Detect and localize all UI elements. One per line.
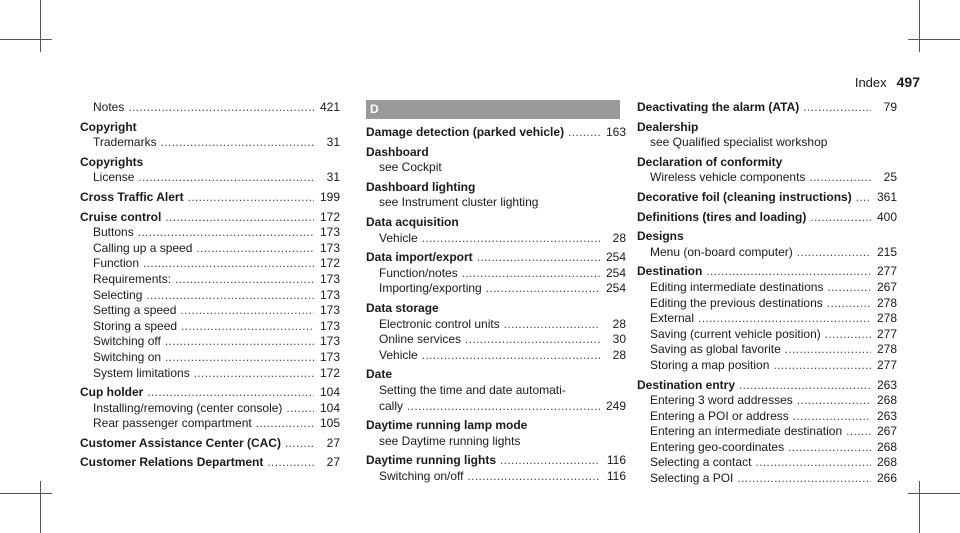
entry-text: Damage detection (parked vehicle): [366, 125, 565, 139]
entry-text: Vehicle: [379, 347, 418, 362]
dot-leader: [143, 256, 314, 272]
page-reference: 173: [319, 334, 340, 349]
index-entry: [80, 455, 340, 471]
index-term: [366, 301, 626, 317]
index-subterm: [80, 319, 340, 335]
page-reference: 116: [606, 468, 626, 483]
index-column-1: [80, 100, 340, 475]
index-entry: [637, 378, 897, 487]
page-reference: 267: [876, 424, 897, 439]
index-entry: [80, 210, 340, 382]
entry-text: Importing/exporting: [379, 281, 482, 296]
index-term: [366, 145, 626, 161]
entry-text: Destination entry: [637, 377, 736, 392]
entry-text: Daytime running lamp mode: [366, 418, 528, 433]
dot-leader: [803, 100, 871, 116]
index-term: [80, 455, 340, 471]
index-entry: [80, 190, 340, 206]
entry-text: see Cockpit: [379, 160, 442, 175]
entry-text: System limitations: [93, 365, 190, 380]
entry-text: Wireless vehicle components: [650, 170, 806, 185]
entry-text: Entering geo-coordinates: [650, 439, 785, 454]
dot-leader: [797, 393, 871, 409]
dot-leader: [788, 440, 871, 456]
entry-text: Dashboard lighting: [366, 179, 476, 194]
index-entry: [366, 180, 626, 211]
index-subterm: [366, 317, 626, 333]
entry-text: Designs: [637, 229, 684, 244]
page-reference: 277: [876, 326, 897, 341]
index-term: [366, 215, 626, 231]
entry-text: Saving as global favorite: [650, 342, 781, 357]
entry-text: Customer Assistance Center (CAC): [80, 435, 281, 450]
crop-mark: [908, 493, 960, 494]
index-subterm: [637, 393, 897, 409]
index-entry: [366, 125, 626, 141]
dot-leader: [286, 401, 314, 417]
dot-leader: [196, 241, 314, 257]
entry-text: Selecting: [93, 287, 143, 302]
page-reference: 104: [319, 385, 340, 400]
entry-text: Storing a speed: [93, 318, 178, 333]
dot-leader: [462, 266, 600, 282]
page-reference: 249: [605, 398, 626, 413]
dot-leader: [147, 385, 314, 401]
page-reference: 25: [883, 170, 897, 185]
index-subterm: [637, 135, 897, 151]
page-reference: 30: [612, 332, 626, 347]
dot-leader: [468, 469, 601, 485]
page-reference: 361: [876, 189, 897, 204]
entry-text: Definitions (tires and loading): [637, 209, 807, 224]
entry-text: Entering a POI or address: [650, 408, 789, 423]
index-subterm: [637, 409, 897, 425]
entry-text: Switching off: [93, 334, 161, 349]
index-subterm: [80, 416, 340, 432]
dot-leader: [706, 264, 871, 280]
index-subterm: [80, 135, 340, 151]
page-number: 497: [896, 74, 920, 90]
entry-text: Entering 3 word addresses: [650, 393, 793, 408]
index-entry: [366, 145, 626, 176]
index-subterm: [80, 225, 340, 241]
entry-text: Copyrights: [80, 154, 144, 169]
index-subterm: [637, 296, 897, 312]
entry-text: Setting the time and date automati-: [379, 382, 566, 397]
index-subterm: [637, 280, 897, 296]
page-reference: 163: [605, 125, 626, 139]
entry-text: Calling up a speed: [93, 240, 193, 255]
index-term: [637, 378, 897, 394]
dot-leader: [797, 245, 871, 261]
index-entry: [637, 120, 897, 151]
page-reference: 173: [319, 225, 340, 240]
page-reference: 421: [319, 100, 340, 114]
dot-leader: [165, 350, 314, 366]
dot-leader: [500, 453, 600, 469]
dot-leader: [180, 303, 314, 319]
index-entry: [80, 120, 340, 151]
index-entry: [80, 436, 340, 452]
dot-leader: [188, 190, 314, 206]
page-reference: 268: [876, 455, 897, 470]
crop-mark: [919, 0, 920, 52]
dot-leader: [856, 190, 871, 206]
entry-text: Trademarks: [93, 135, 157, 150]
dot-leader: [165, 210, 314, 226]
dot-leader: [486, 281, 600, 297]
index-entry: [366, 301, 626, 363]
index-entry: [80, 155, 340, 186]
page-reference: 104: [319, 400, 340, 415]
page-reference: 173: [319, 271, 340, 286]
index-subterm: [637, 170, 897, 186]
index-term: [80, 436, 340, 452]
entry-text: Function: [93, 256, 140, 271]
page-reference: 116: [606, 453, 626, 468]
index-term: [366, 125, 626, 141]
dot-leader: [146, 288, 314, 304]
index-entry: [366, 367, 626, 414]
index-subterm: [80, 366, 340, 382]
index-subterm: [80, 100, 340, 116]
dot-leader: [181, 319, 314, 335]
entry-text: Setting a speed: [93, 303, 177, 318]
dot-leader: [568, 125, 600, 141]
index-term: [366, 453, 626, 469]
dot-leader: [407, 399, 600, 415]
dot-leader: [161, 135, 314, 151]
page-reference: 172: [319, 209, 340, 224]
page-reference: 27: [326, 435, 340, 450]
entry-text: Switching on: [93, 349, 162, 364]
index-term: [366, 418, 626, 434]
entry-text: License: [93, 170, 135, 185]
entry-text: Entering an intermediate destination: [650, 424, 843, 439]
page-reference: 215: [876, 244, 897, 259]
index-term: [80, 120, 340, 136]
entry-text: Copyright: [80, 119, 137, 134]
dot-leader: [256, 416, 314, 432]
dot-leader: [755, 455, 871, 471]
index-subterm: [637, 311, 897, 327]
entry-text: Saving (current vehicle position): [650, 326, 821, 341]
index-term: [637, 264, 897, 280]
entry-text: Menu (on-board computer): [650, 244, 793, 259]
index-subterm: [80, 170, 340, 186]
page-reference: 173: [319, 240, 340, 255]
page-reference: 28: [612, 347, 626, 362]
dot-leader: [773, 358, 871, 374]
dot-leader: [128, 100, 314, 116]
page-reference: 278: [876, 311, 897, 326]
index-subterm: [366, 266, 626, 282]
index-entry: [637, 210, 897, 226]
entry-text: Dashboard: [366, 144, 429, 159]
page-reference: 277: [876, 357, 897, 372]
index-entry: [366, 215, 626, 246]
index-term: [80, 190, 340, 206]
index-term: [80, 155, 340, 171]
index-subterm: [637, 424, 897, 440]
dot-leader: [698, 311, 871, 327]
dot-leader: [477, 250, 600, 266]
entry-text: Rear passenger compartment: [93, 416, 252, 431]
index-term: [366, 250, 626, 266]
entry-text: Destination: [637, 264, 703, 279]
index-subterm: [637, 358, 897, 374]
entry-text: Daytime running lights: [366, 453, 497, 468]
page-reference: 267: [876, 279, 897, 294]
entry-text: Cup holder: [80, 385, 144, 400]
dot-leader: [267, 455, 314, 471]
index-term: [366, 180, 626, 196]
index-subterm: [366, 231, 626, 247]
entry-text: Data acquisition: [366, 214, 459, 229]
entry-text: Storing a map position: [650, 357, 770, 372]
page-reference: 172: [319, 365, 340, 380]
entry-text: Vehicle: [379, 230, 418, 245]
dot-leader: [465, 332, 600, 348]
page-reference: 79: [883, 100, 897, 114]
entry-text: Customer Relations Department: [80, 455, 264, 470]
index-subterm: [366, 332, 626, 348]
crop-mark: [0, 493, 52, 494]
index-entry: [366, 453, 626, 484]
entry-text: Buttons: [93, 225, 134, 240]
index-term: [637, 229, 897, 245]
index-subterm: [80, 241, 340, 257]
index-subterm: [80, 334, 340, 350]
index-subterm: [80, 256, 340, 272]
index-subterm: [637, 471, 897, 487]
index-entry: [80, 100, 340, 116]
dot-leader: [285, 436, 314, 452]
index-term: [637, 100, 897, 116]
index-subterm: [366, 383, 626, 399]
index-term: [637, 155, 897, 171]
dot-leader: [165, 334, 314, 350]
dot-leader: [422, 231, 600, 247]
entry-text: Date: [366, 367, 393, 382]
dot-leader: [827, 280, 871, 296]
dot-leader: [793, 409, 871, 425]
page-reference: 278: [876, 342, 897, 357]
dot-leader: [194, 366, 314, 382]
index-subterm: [637, 245, 897, 261]
entry-text: Cross Traffic Alert: [80, 189, 184, 204]
entry-text: Editing the previous destinations: [650, 295, 823, 310]
page-reference: 28: [612, 316, 626, 331]
page-reference: 31: [326, 170, 340, 185]
dot-leader: [422, 348, 600, 364]
dot-leader: [809, 170, 871, 186]
dot-leader: [175, 272, 314, 288]
dot-leader: [825, 327, 871, 343]
entry-text: Selecting a POI: [650, 471, 734, 486]
entry-text: see Instrument cluster lighting: [379, 195, 539, 210]
index-subterm: [366, 399, 626, 415]
index-term: [637, 210, 897, 226]
entry-text: Cruise control: [80, 209, 162, 224]
index-subterm: [80, 401, 340, 417]
entry-text: Selecting a contact: [650, 455, 752, 470]
dot-leader: [739, 378, 871, 394]
page-reference: 173: [319, 349, 340, 364]
page-reference: 199: [319, 189, 340, 204]
index-subterm: [80, 350, 340, 366]
index-subterm: [366, 434, 626, 450]
dot-leader: [810, 210, 871, 226]
page-reference: 254: [605, 281, 626, 296]
entry-text: Editing intermediate destinations: [650, 279, 824, 294]
page-reference: 173: [319, 287, 340, 302]
index-subterm: [366, 348, 626, 364]
dot-leader: [138, 225, 314, 241]
index-column-2: [366, 100, 626, 488]
index-subterm: [637, 440, 897, 456]
page-reference: 31: [326, 135, 340, 150]
page-reference: 263: [876, 377, 897, 392]
index-term: [637, 120, 897, 136]
index-subterm: [366, 469, 626, 485]
crop-mark: [908, 39, 960, 40]
page-reference: 400: [876, 209, 897, 224]
index-subterm: [80, 272, 340, 288]
crop-mark: [40, 0, 41, 52]
crop-mark: [40, 481, 41, 533]
entry-text: see Daytime running lights: [379, 433, 521, 448]
entry-text: Dealership: [637, 119, 699, 134]
index-subterm: [637, 342, 897, 358]
dot-leader: [138, 170, 314, 186]
entry-text: External: [650, 311, 695, 326]
index-entry: [80, 385, 340, 432]
index-subterm: [366, 281, 626, 297]
index-subterm: [80, 303, 340, 319]
index-entry: [637, 100, 897, 116]
index-subterm: [80, 288, 340, 304]
entry-text: cally: [379, 398, 404, 413]
page-header: [855, 74, 920, 90]
page-reference: 173: [319, 303, 340, 318]
index-term: [80, 385, 340, 401]
entry-text: Online services: [379, 332, 462, 347]
entry-text: Decorative foil (cleaning instructions): [637, 189, 852, 204]
entry-text: Switching on/off: [379, 468, 464, 483]
entry-text: Deactivating the alarm (ATA): [637, 100, 800, 114]
dot-leader: [504, 317, 600, 333]
crop-mark: [919, 481, 920, 533]
page-reference: 263: [876, 408, 897, 423]
entry-text: Data storage: [366, 300, 439, 315]
dot-leader: [737, 471, 871, 487]
dot-leader: [785, 342, 871, 358]
page-reference: 173: [319, 318, 340, 333]
index-entry: [366, 418, 626, 449]
page-reference: 278: [876, 295, 897, 310]
page-reference: 254: [605, 265, 626, 280]
entry-text: Declaration of conformity: [637, 154, 783, 169]
page-reference: 266: [876, 471, 897, 486]
index-term: [80, 210, 340, 226]
entry-text: Installing/removing (center console): [93, 400, 283, 415]
entry-text: Function/notes: [379, 265, 458, 280]
index-column-3: [637, 100, 897, 491]
entry-text: Notes: [93, 100, 125, 114]
entry-text: Requirements:: [93, 271, 172, 286]
page-reference: 277: [876, 264, 897, 279]
page-reference: 172: [319, 256, 340, 271]
index-entry: [637, 155, 897, 186]
index-entry: [637, 264, 897, 373]
index-subterm: [366, 160, 626, 176]
index-subterm: [366, 195, 626, 211]
page-reference: 268: [876, 439, 897, 454]
letter-section-header: D: [366, 100, 620, 119]
page-section-title: Index: [854, 75, 887, 90]
dot-leader: [846, 424, 871, 440]
index-entry: [366, 250, 626, 297]
index-term: [366, 367, 626, 383]
entry-text: see Qualified specialist workshop: [650, 135, 828, 150]
entry-text: Electronic control units: [379, 316, 500, 331]
page-reference: 27: [326, 455, 340, 470]
crop-mark: [0, 39, 52, 40]
page-reference: 105: [319, 416, 340, 431]
index-subterm: [637, 327, 897, 343]
index-entry: [637, 190, 897, 206]
page-reference: 254: [605, 250, 626, 265]
dot-leader: [827, 296, 871, 312]
entry-text: Data import/export: [366, 250, 473, 265]
index-entry: [637, 229, 897, 260]
page-reference: 28: [612, 230, 626, 245]
page-reference: 268: [876, 393, 897, 408]
index-subterm: [637, 455, 897, 471]
index-term: [637, 190, 897, 206]
